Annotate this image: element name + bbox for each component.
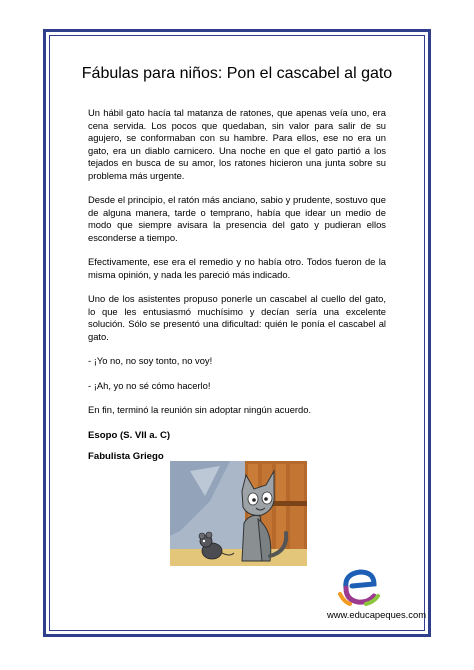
fable-paragraph-1: Un hábil gato hacía tal matanza de ratones, que apenas veía uno, era cena servida. Los pocos que quedaban, sin valor para salir de su agujero, se conformaban con su hambre. Para ellos, ese no era un gato, era un diablo carnicero. Una noche en que el gato partió a los tejados en busca de su amor, los ratones hicieron una junta sobre su problema más urgente.: [88, 107, 386, 181]
cat-and-mouse-illustration: [170, 461, 307, 566]
fable-dialogue-1: - ¡Yo no, no soy tonto, no voy!: [88, 355, 213, 366]
fable-text: [88, 107, 386, 429]
fable-dialogue-2: - ¡Ah, yo no sé cómo hacerlo!: [88, 379, 211, 391]
website-url: www.educapeques.com: [326, 609, 426, 620]
fable-paragraph-3: Efectivamente, ese era el remedio y no había otro. Todos fueron de la misma opinión, y nada les pareció más indicado.: [88, 256, 386, 280]
fable-paragraph-end: En fin, terminó la reunión sin adoptar ningún acuerdo.: [88, 404, 312, 415]
educapeques-logo: [336, 566, 382, 608]
author-name: Esopo (S. VII a. C): [88, 430, 171, 441]
fable-paragraph-4: Uno de los asistentes propuso ponerle un cascabel al cuello del gato, lo que les entusiasmó muchísimo y decían sería una excelente solución. Sólo se presentó una dificultad: quién le ponía el cascabel al gato.: [88, 293, 386, 342]
document-title: Fábulas para niños: Pon el cascabel al gato: [81, 65, 393, 82]
fable-paragraph-2: Desde el principio, el ratón más anciano, sabio y prudente, sostuvo que de alguna manera, tarde o temprano, había que idear un medio de modo que siempre avisara la presencia del gato y pudieran ellos esconderse a tiempo.: [88, 194, 386, 243]
author-description: Fabulista Griego: [88, 451, 164, 462]
